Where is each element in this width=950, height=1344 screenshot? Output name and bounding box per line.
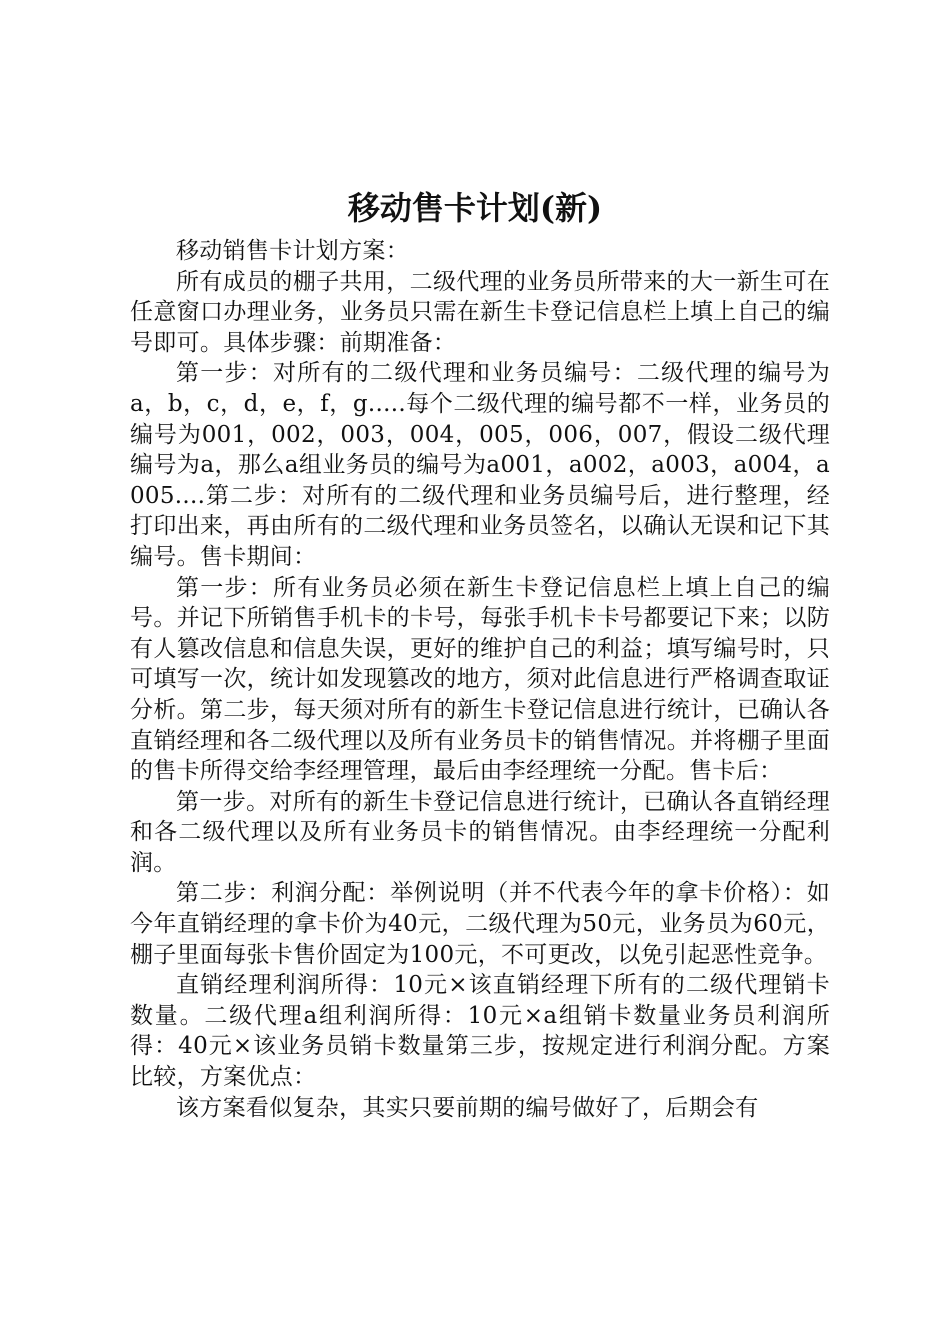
paragraph-profit-example: 第二步：利润分配：举例说明（并不代表今年的拿卡价格）：如今年直销经理的拿卡价为40元，二级代理为50元，业务员为60元，棚子里面每张卡售价固定为100元，不可更改，以免引起恶性竞争。 — [130, 880, 830, 968]
paragraph-profit-formula: 直销经理利润所得：10元×该直销经理下所有的二级代理销卡数量。二级代理a组利润所得：10元×a组销卡数量业务员利润所得：40元×该业务员销卡数量第三步，按规定进行利润分配。方案比较，方案优点： — [130, 972, 830, 1091]
paragraph-advantages: 该方案看似复杂，其实只要前期的编号做好了，后期会有 — [176, 1094, 759, 1121]
paragraph-after-sales: 第一步。对所有的新生卡登记信息进行统计，已确认各直销经理和各二级代理以及所有业务员卡的销售情况。由李经理统一分配利润。 — [130, 788, 830, 876]
document-title: 移动售卡计划(新) — [347, 189, 603, 227]
paragraph-intro: 移动销售卡计划方案： — [176, 238, 409, 264]
paragraph-numbering-step: 第一步：对所有的二级代理和业务员编号：二级代理的编号为a，b，c，d，e，f，g.....每个二级代理的编号都不一样，业务员的编号为001，002，003，004，005，006，007，假设二级代理编号为a，那么a组业务员的编号为a001，a002，a003，a004，a005....第二步：对所有的二级代理和业务员编号后，进行整理，经打印出来，再由所有的二级代理和业务员签名，以确认无误和记下其编号。售卡期间： — [130, 360, 830, 570]
paragraph-sales-period: 第一步：所有业务员必须在新生卡登记信息栏上填上自己的编号。并记下所销售手机卡的卡号，每张手机卡卡号都要记下来；以防有人篡改信息和信息失误，更好的维护自己的利益；填写编号时，只可填写一次，统计如发现篡改的地方，须对此信息进行严格调查取证分析。第二步，每天须对所有的新生卡登记信息进行统计，已确认各直销经理和各二级代理以及所有业务员卡的销售情况。并将棚子里面的售卡所得交给李经理管理，最后由李经理统一分配。售卡后： — [130, 574, 830, 785]
paragraph-overview: 所有成员的棚子共用，二级代理的业务员所带来的大一新生可在任意窗口办理业务，业务员只需在新生卡登记信息栏上填上自己的编号即可。具体步骤：前期准备： — [130, 268, 830, 356]
document-body — [130, 236, 830, 1123]
